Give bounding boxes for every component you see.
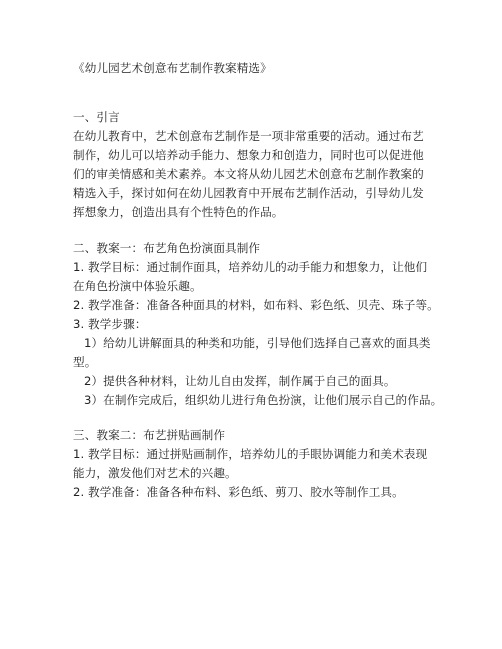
plan1-step-3: 3）在制作完成后，组织幼儿进行角色扮演，让他们展示自己的作品。 [84,393,443,407]
plan2-objective-line-2: 能力，激发他们对艺术的兴趣。 [73,466,237,480]
document-title: 《幼儿园艺术创意布艺制作教案精选》 [73,61,272,75]
intro-line-4: 精选入手，探讨如何在幼儿园教育中开展布艺制作活动，引导幼儿发 [73,186,424,200]
plan2-heading: 三、教案二：布艺拼贴画制作 [73,428,226,442]
plan1-heading: 二、教案一：布艺角色扮演面具制作 [73,241,261,255]
plan1-step-2: 2）提供各种材料，让幼儿自由发挥，制作属于自己的面具。 [84,374,396,388]
plan1-step-1-line-1: 1）给幼儿讲解面具的种类和功能，引导他们选择自己喜欢的面具类 [84,336,431,350]
plan1-steps-heading: 3. 教学步骤： [73,317,147,331]
intro-line-3: 们的审美情感和美术素养。本文将从幼儿园艺术创意布艺制作教案的 [73,167,424,181]
intro-line-1: 在幼儿教育中，艺术创意布艺制作是一项非常重要的活动。通过布艺 [73,129,424,143]
intro-heading: 一、引言 [73,110,120,124]
plan1-preparation: 2. 教学准备：准备各种面具的材料，如布料、彩色纸、贝壳、珠子等。 [73,298,439,312]
intro-line-2: 制作，幼儿可以培养动手能力、想象力和创造力，同时也可以促进他 [73,148,424,162]
plan1-objective-line-1: 1. 教学目标：通过制作面具，培养幼儿的动手能力和想象力，让他们 [73,260,428,274]
intro-line-5: 挥想象力，创造出具有个性特色的作品。 [73,205,284,219]
plan2-preparation: 2. 教学准备：准备各种布料、彩色纸、剪刀、胶水等制作工具。 [73,485,404,499]
plan1-objective-line-2: 在角色扮演中体验乐趣。 [73,279,202,293]
plan1-step-1-line-2: 型。 [73,355,97,369]
plan2-objective-line-1: 1. 教学目标：通过拼贴画制作，培养幼儿的手眼协调能力和美术表现 [73,447,428,461]
